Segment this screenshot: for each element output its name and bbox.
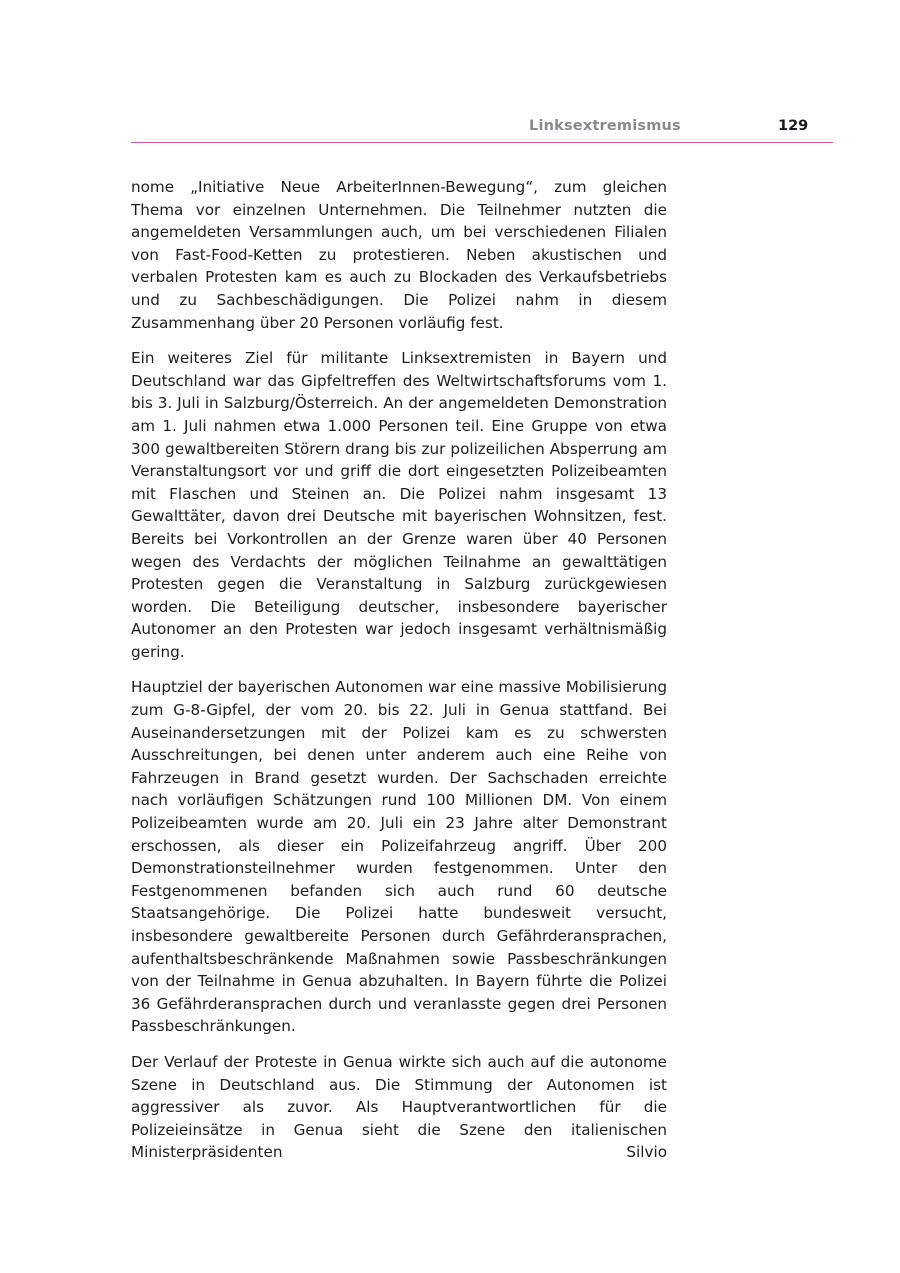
paragraph-3: Hauptziel der bayerischen Autonomen war eine massive Mobilisierung zum G-8-Gipfel, der vom 20. bis 22. Juli in Genua stattfand. Bei Auseinandersetzungen mit der Polizei kam es zu schwersten Ausschreitungen, bei denen unter anderem auch eine Reihe von Fahrzeugen in Brand gesetzt wurden. Der Sachschaden erreichte nach vorläufigen Schätzungen rund 100 Millionen DM. Von einem Polizeibeamten wurde am 20. Juli ein 23 Jahre alter Demonstrant erschossen, als dieser ein Polizeifahrzeug angriff. Über 200 Demonstrationsteilnehmer wurden festgenommen. Unter den Festgenommenen befanden sich auch rund 60 deutsche Staatsangehörige. Die Polizei hatte bundesweit versucht, insbesondere gewaltbereite Personen durch Gefährderansprachen, aufenthaltsbeschränkende Maßnahmen sowie Passbeschränkungen von der Teilnahme in Genua abzuhalten. In Bayern führte die Polizei 36 Gefährderansprachen durch und veranlasste gegen drei Personen Passbeschränkungen. <box>131 678 667 1036</box>
paragraph-2: Ein weiteres Ziel für militante Linksextremisten in Bayern und Deutschland war das Gipfeltreffen des Weltwirtschaftsforums vom 1. bis 3. Juli in Salzburg/Österreich. An der angemeldeten Demonstration am 1. Juli nahmen etwa 1.000 Personen teil. Eine Gruppe von etwa 300 gewaltbereiten Störern drang bis zur polizeilichen Absperrung am Veranstaltungsort vor und griff die dort eingesetzten Polizeibeamten mit Flaschen und Steinen an. Die Polizei nahm insgesamt 13 Gewalttäter, davon drei Deutsche mit bayerischen Wohnsitzen, fest. Bereits bei Vorkontrollen an der Grenze waren über 40 Personen wegen des Verdachts der möglichen Teilnahme an gewalttätigen Protesten gegen die Veranstaltung in Salzburg zurückgewiesen worden. Die Beteiligung deutscher, insbesondere bayerischer Autonomer an den Protesten war jedoch insgesamt verhältnismäßig gering. <box>131 349 667 661</box>
body-text <box>131 176 667 1177</box>
running-header <box>131 116 833 143</box>
paragraph-4: Der Verlauf der Proteste in Genua wirkte sich auch auf die autonome Szene in Deutschland aus. Die Stimmung der Autonomen ist aggressiver als zuvor. Als Hauptverantwortlichen für die Polizeieinsätze in Genua sieht die Szene den italienischen Ministerpräsidenten Silvio <box>131 1052 667 1162</box>
page-number: 129 <box>778 118 809 134</box>
paragraph-1: nome „Initiative Neue ArbeiterInnen-Bewegung“, zum gleichen Thema vor einzelnen Unternehmen. Die Teilnehmer nutzten die angemeldeten Versammlungen auch, um bei verschiedenen Filialen von Fast-Food-Ketten zu protestieren. Neben akustischen und verbalen Protesten kam es auch zu Blockaden des Verkaufsbetriebs und zu Sachbeschädigungen. Die Polizei nahm in diesem Zusammenhang über 20 Personen vorläufig fest. <box>131 178 667 332</box>
running-title: Linksextremismus <box>529 118 681 134</box>
